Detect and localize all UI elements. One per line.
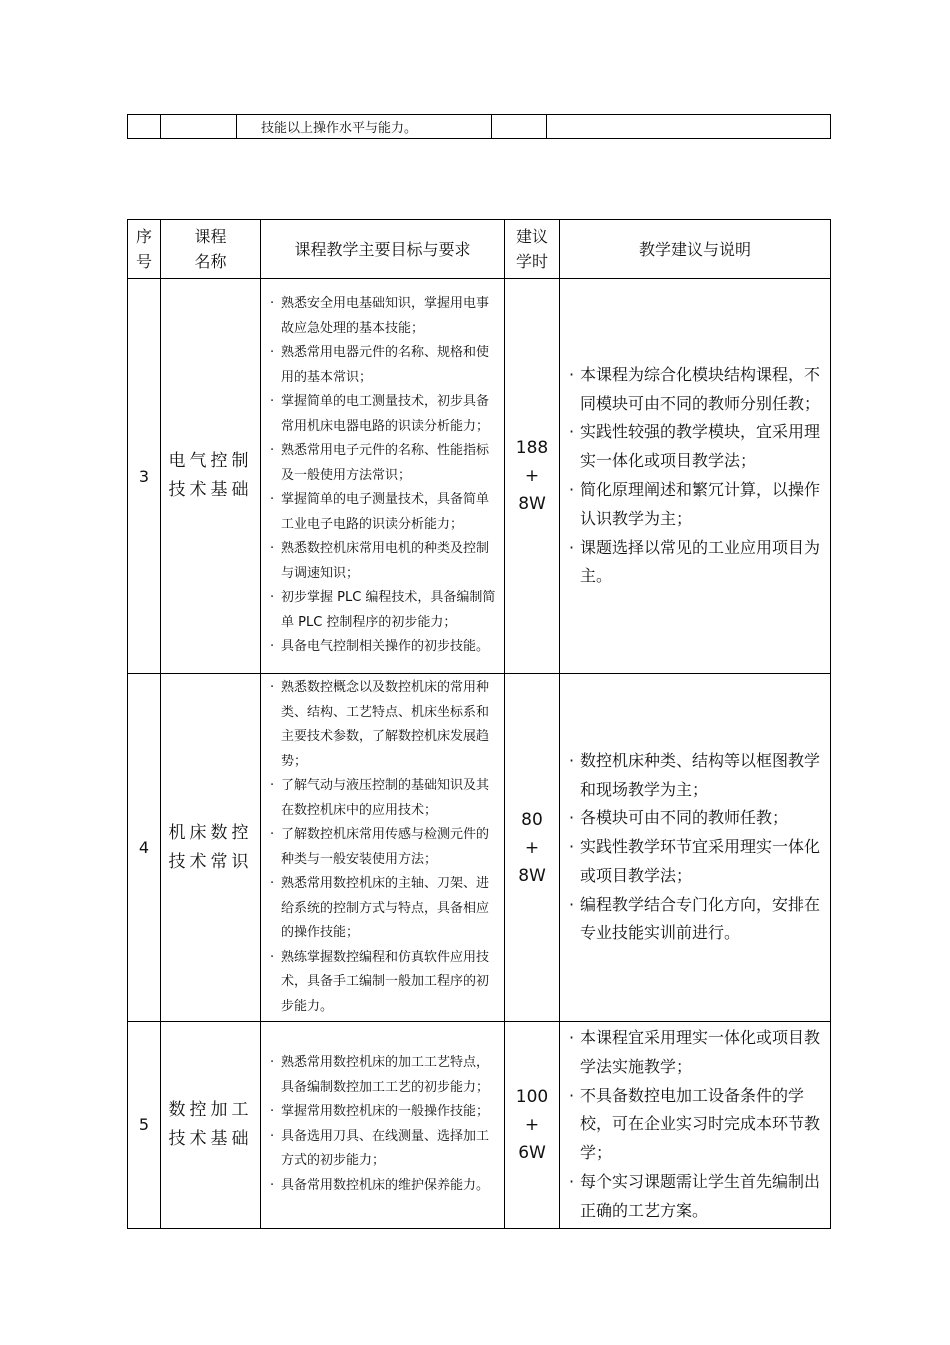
header-notes: 教学建议与说明 (560, 220, 831, 279)
list-item: · 熟悉常用电器元件的名称、规格和使用的基本常识； (267, 341, 500, 390)
list-item: · 掌握常用数控机床的一般操作技能； (267, 1100, 500, 1125)
list-item: · 不具备数控电加工设备条件的学校，可在企业实习时完成本环节教学； (566, 1082, 824, 1168)
list-item: · 简化原理阐述和繁冗计算，以操作认识教学为主； (566, 476, 824, 534)
row-goals (261, 279, 505, 674)
row-course-name: 数控加工 技术基础 (161, 1022, 261, 1229)
table-row (128, 674, 831, 1022)
course-table (127, 219, 831, 1229)
empty-cell (492, 115, 547, 139)
list-item: · 课题选择以常见的工业应用项目为主。 (566, 534, 824, 592)
list-item: · 本课程宜采用理实一体化或项目教学法实施教学； (566, 1024, 824, 1082)
list-item: · 编程教学结合专门化方向，安排在专业技能实训前进行。 (566, 891, 824, 949)
row-seq: 3 (128, 279, 161, 674)
list-item: · 熟悉安全用电基础知识，掌握用电事故应急处理的基本技能； (267, 292, 500, 341)
list-item: · 每个实习课题需让学生首先编制出正确的工艺方案。 (566, 1168, 824, 1226)
header-seq: 序 号 (128, 220, 161, 279)
row-goals (261, 1022, 505, 1229)
list-item: · 熟悉数控概念以及数控机床的常用种类、结构、工艺特点、机床坐标系和主要技术参数，了解数控机床发展趋势； (267, 676, 500, 774)
list-item: · 熟悉常用数控机床的主轴、刀架、进给系统的控制方式与特点，具备相应的操作技能； (267, 872, 500, 946)
list-item: · 本课程为综合化模块结构课程，不同模块可由不同的教师分别任教； (566, 361, 824, 419)
continuation-row (128, 115, 831, 139)
list-item: · 实践性较强的教学模块，宜采用理实一体化或项目教学法； (566, 418, 824, 476)
list-item: · 了解数控机床常用传感与检测元件的种类与一般安装使用方法； (267, 823, 500, 872)
continuation-table (127, 114, 831, 139)
row-goals (261, 674, 505, 1022)
list-item: · 具备电气控制相关操作的初步技能。 (267, 635, 500, 660)
list-item: · 各模块可由不同的教师任教； (566, 804, 824, 833)
table-row (128, 279, 831, 674)
list-item: · 初步掌握 PLC 编程技术，具备编制简单 PLC 控制程序的初步能力； (267, 586, 500, 635)
header-name: 课程 名称 (161, 220, 261, 279)
empty-cell (128, 115, 161, 139)
header-row (128, 220, 831, 279)
row-notes (560, 279, 831, 674)
header-hours: 建议 学时 (505, 220, 560, 279)
list-item: · 熟悉常用数控机床的加工工艺特点，具备编制数控加工工艺的初步能力； (267, 1051, 500, 1100)
row-course-name: 电气控制 技术基础 (161, 279, 261, 674)
continuation-text: 技能以上操作水平与能力。 (237, 115, 492, 139)
list-item: · 了解气动与液压控制的基础知识及其在数控机床中的应用技术； (267, 774, 500, 823)
table-row (128, 1022, 831, 1229)
row-seq: 5 (128, 1022, 161, 1229)
row-notes (560, 1022, 831, 1229)
row-hours: 100 + 6W (505, 1022, 560, 1229)
list-item: · 掌握简单的电工测量技术，初步具备常用机床电器电路的识读分析能力； (267, 390, 500, 439)
empty-cell (547, 115, 831, 139)
header-goals: 课程教学主要目标与要求 (261, 220, 505, 279)
row-notes (560, 674, 831, 1022)
list-item: · 熟练掌握数控编程和仿真软件应用技术，具备手工编制一般加工程序的初步能力。 (267, 946, 500, 1020)
empty-cell (161, 115, 237, 139)
list-item: · 具备常用数控机床的维护保养能力。 (267, 1174, 500, 1199)
row-hours: 80 + 8W (505, 674, 560, 1022)
row-course-name: 机床数控 技术常识 (161, 674, 261, 1022)
list-item: · 实践性教学环节宜采用理实一体化或项目教学法； (566, 833, 824, 891)
list-item: · 具备选用刀具、在线测量、选择加工方式的初步能力； (267, 1125, 500, 1174)
list-item: · 数控机床种类、结构等以框图教学和现场教学为主； (566, 747, 824, 805)
list-item: · 熟悉常用电子元件的名称、性能指标及一般使用方法常识； (267, 439, 500, 488)
row-seq: 4 (128, 674, 161, 1022)
list-item: · 熟悉数控机床常用电机的种类及控制与调速知识； (267, 537, 500, 586)
list-item: · 掌握简单的电子测量技术，具备简单工业电子电路的识读分析能力； (267, 488, 500, 537)
row-hours: 188 + 8W (505, 279, 560, 674)
